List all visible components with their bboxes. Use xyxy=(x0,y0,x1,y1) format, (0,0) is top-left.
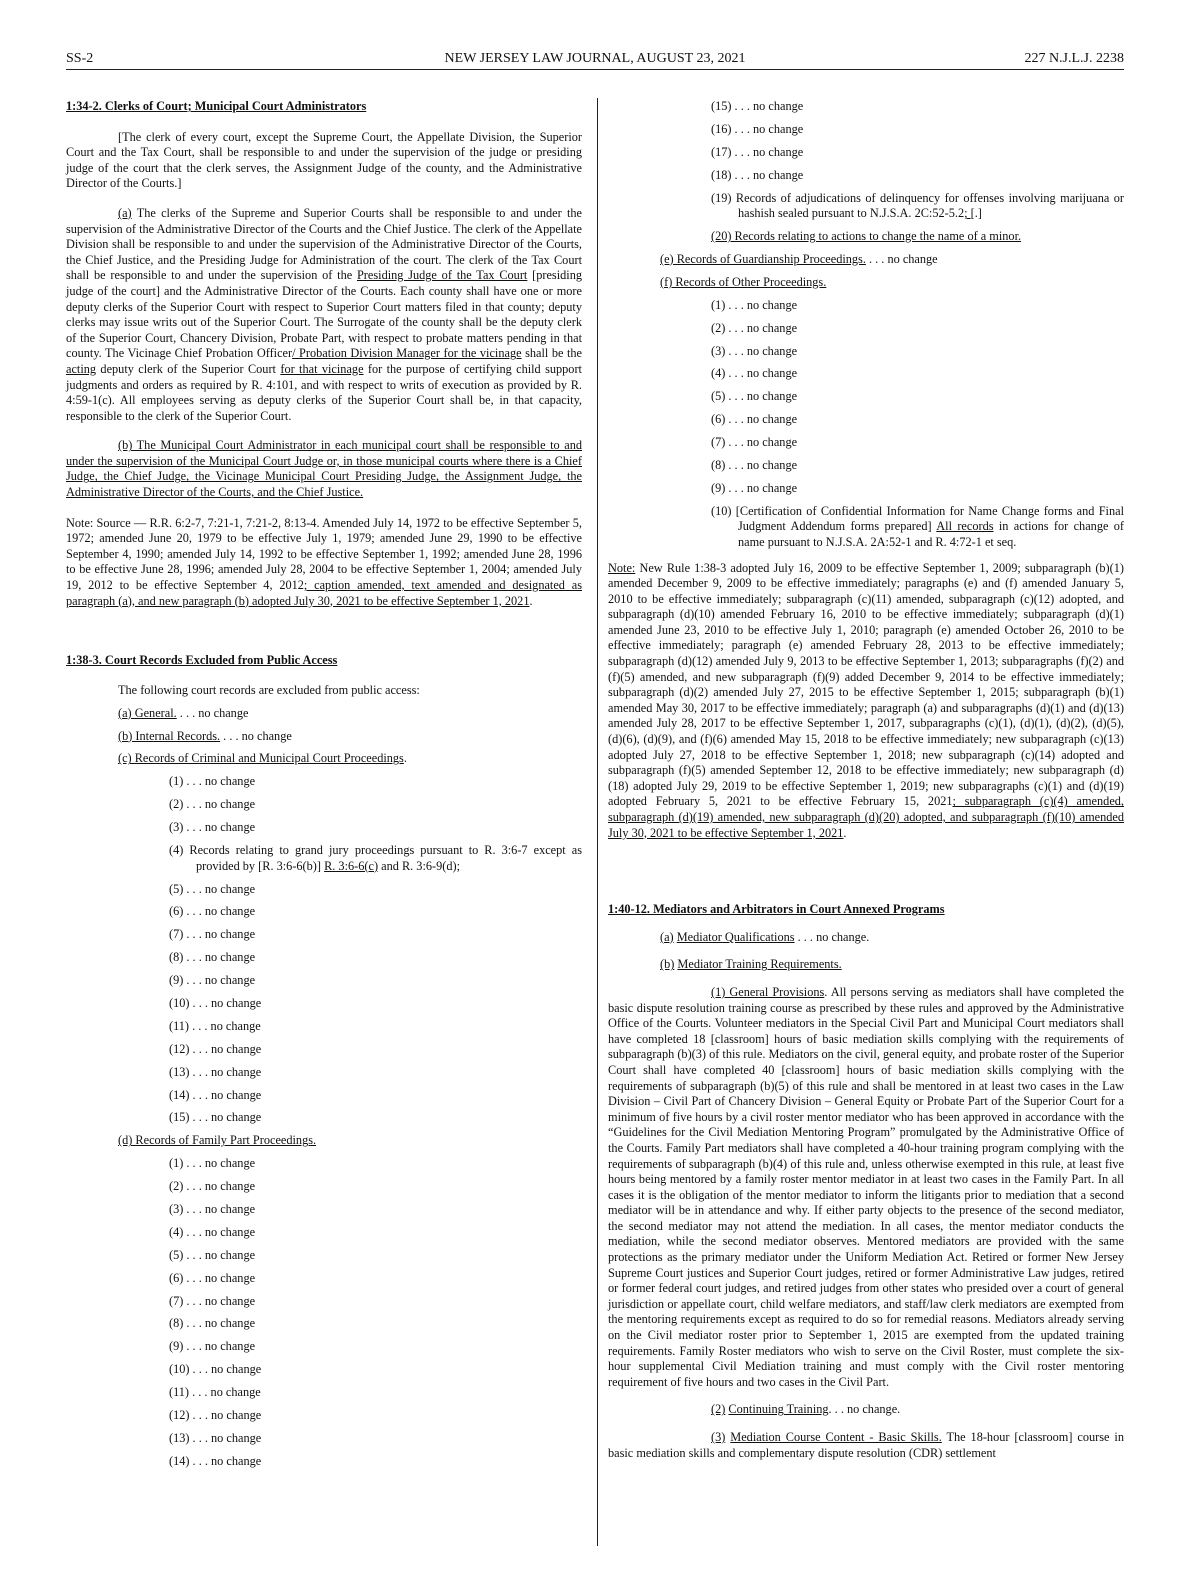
list-item: (1) . . . no change xyxy=(169,774,256,789)
paragraph-b-mediator-training: (b) Mediator Training Requirements. xyxy=(660,957,842,972)
paragraph-c-list xyxy=(66,882,582,1134)
list-item: (5) . . . no change xyxy=(169,1247,256,1262)
journal-title: NEW JERSEY LAW JOURNAL, AUGUST 23, 2021 xyxy=(444,51,746,66)
list-item: (6) . . . no change xyxy=(711,412,798,427)
list-item: (1) . . . no change xyxy=(711,297,798,312)
rule-1-34-2-heading: 1:34-2. Clerks of Court; Municipal Court Administrators xyxy=(66,99,367,113)
list-item: (8) . . . no change xyxy=(711,457,798,472)
list-item: (13) . . . no change xyxy=(169,1064,262,1079)
list-item: (20) Records relating to actions to change the name of a minor. xyxy=(711,229,1022,244)
list-item: (7) . . . no change xyxy=(169,927,256,942)
running-header xyxy=(66,51,1124,70)
list-item: (2) . . . no change xyxy=(711,320,798,335)
list-item: (8) . . . no change xyxy=(169,1316,256,1331)
list-item: (4) . . . no change xyxy=(711,366,798,381)
list-item: (9) . . . no change xyxy=(169,1339,256,1354)
list-item: (2) . . . no change xyxy=(169,797,256,812)
list-item: (2) . . . no change xyxy=(169,1179,256,1194)
right-column xyxy=(608,99,1124,1461)
list-item: (5) . . . no change xyxy=(711,389,798,404)
list-item: (3) . . . no change xyxy=(711,343,798,358)
paragraph-a-mediator-qualifications: (a) Mediator Qualifications . . . no change. xyxy=(660,929,870,944)
rule-1-38-3-source-note: Note: New Rule 1:38-3 adopted July 16, 2009 to be effective September 1, 2009; subparagraph (b)(1) amended December 9, 2009 to be effective immediately; paragraphs (e) and (f) amended January 5, 2010 to be effective immediately; subparagraph (c)(11) amended, subparagraph (c)(12) adopted, and subparagraph (d)(10) amended February 16, 2010 to be effective immediately; subparagraph (d)(1) amended June 23, 2010 to be effective July 1, 2010; paragraph (e) amended October 26, 2010 to be effective immediately; paragraph (e) amended February 28, 2013 to be effective immediately; subparagraph (d)(12) amended July 9, 2013 to be effective September 1, 2013; subparagraphs (f)(2) and (f)(5) amended, and new subparagraph (f)(9) added December 9, 2014 to be effective immediately; subparagraph (d)(2) amended July 27, 2015 to be effective September 1, 2015; subparagraph (b)(1) amended May 30, 2017 to be effective immediately; paragraph (a) and subparagraphs (d)(1) and (d)(13) amended July 28, 2017 to be effective September 1, 2017, subparagraphs (c)(1), (d)(1), (d)(2), (d)(5), (d)(6), (d)(9), and (f)(6) amended May 15, 2018 to be effective immediately; new subparagraph (c)(13) adopted July 27, 2018 to be effective September 1, 2018; new subparagraph (c)(14) adopted and subparagraph (f)(5) amended September 12, 2018 to be effective immediately; new subparagraph (d)(18) adopted July 29, 2019 to be effective September 1, 2019; new subparagraphs (c)(1) and (d)(19) adopted February 5, 2021 to be effective February 15, 2021; subparagraph (c)(4) amended, subparagraph (d)(19) amended, new subparagraph (d)(20) adopted, and subparagraph (f)(10) amended July 30, 2021 to be effective September 1, 2021. xyxy=(608,560,1124,840)
subparagraph-b2-continuing-training: (2) Continuing Training. . . no change. xyxy=(711,1402,901,1417)
list-item: (14) . . . no change xyxy=(169,1087,262,1102)
list-item: (12) . . . no change xyxy=(169,1408,262,1423)
list-item: (7) . . . no change xyxy=(169,1293,256,1308)
paragraph-c-criminal: (c) Records of Criminal and Municipal Court Proceedings. xyxy=(118,751,407,766)
list-item: (10) . . . no change xyxy=(169,995,262,1010)
list-item: (8) . . . no change xyxy=(169,950,256,965)
rule-1-34-2-paragraph-b: (b) The Municipal Court Administrator in each municipal court shall be responsible to and under the supervision of the Municipal Court Judge or, in those municipal courts where there is a Chief Judge, the Chief Judge, the Vicinage Municipal Court Presiding Judge, the Assignment Judge, the Administrative Director of the Courts, and the Chief Justice. xyxy=(66,438,582,500)
subparagraph-b3-course-content: (3) Mediation Course Content - Basic Skills. The 18-hour [classroom] course in basic mediation skills and complementary dispute resolution (CDR) settlement xyxy=(608,1430,1124,1460)
list-item: (19) Records of adjudications of delinquency for offenses involving marijuana or hashish sealed pursuant to N.J.S.A. 2C:52-5.2; [.] xyxy=(711,190,1124,221)
list-item: (18) . . . no change xyxy=(711,167,804,182)
list-item: (3) . . . no change xyxy=(169,1202,256,1216)
paragraph-f-other: (f) Records of Other Proceedings. xyxy=(660,274,827,289)
paragraph-f-list xyxy=(608,298,1124,504)
subparagraph-b1-general-provisions: (1) General Provisions. All persons serving as mediators shall have completed the basic dispute resolution training course as prescribed by these rules and approved by the Administrative Office of the Courts. Volunteer mediators in the Special Civil Part and Municipal Court mediators shall have completed 18 [classroom] hours of basic mediation skills complying with the requirements of subparagraph (b)(3) of this rule. Mediators on the civil, general equity, and probate roster of the Superior Court shall have completed 40 [classroom] hours of basic mediation skills complying with the requirements of subparagraph (b)(5) of this rule and shall be mentored in at least two cases in the Law Division – Civil Part of Chancery Division – General Equity or Probate Part of the Superior Court for a minimum of five hours by a civil roster mentor mediator who has been approved in accordance with the “Guidelines for the Civil Mediation Mentoring Program” promulgated by the Administrative Office of the Courts. Family Part mediators shall have completed a 40-hour training program complying with the requirements of subparagraph (b)(4) of this rule and, unless otherwise exempted in this rule, at least five hours being mentored by a family roster mentor mediator in at least two cases in the Family Part. In all cases it is the obligation of the mentor mediator to inform the litigants prior to mediation that a second mediator will be in attendance and why. If either party objects to the presence of the second mediator, the second mediator may not attend the mediation. In all cases, the mentor mediator conducts the mediation, while the second mediator observes. Mentored mediators are provided with the same protections as the primary mediator under the Uniform Mediation Act. Retired or former New Jersey Supreme Court justices and Superior Court judges, retired or former Administrative Law judges, retired or former federal court judges, and retired judges from other states who presided over a court of general jurisdiction or appellate court, child welfare mediators, and staff/law clerk mediators are exempted from the mentoring requirements except as required to do so for remedial reasons. Mediators already serving on the Civil mediator roster prior to September 1, 2015 are exempted from the updated training requirements. Family Roster mediators who wish to serve on the Civil Roster, must complete the six-hour supplemental Civil Mediation training and must comply with the Civil roster mentoring requirement of five hours and two cases in the Civil Part. xyxy=(608,984,1124,1389)
paragraph-d-list xyxy=(66,1156,582,1476)
list-item: (14) . . . no change xyxy=(169,1453,262,1468)
paragraph-e-guardianship: (e) Records of Guardianship Proceedings. . . . no change xyxy=(660,251,938,266)
paragraph-d-family: (d) Records of Family Part Proceedings. xyxy=(118,1133,317,1148)
list-item: (3) . . . no change xyxy=(169,820,256,835)
rule-1-34-2-paragraph-a: (a) The clerks of the Supreme and Superior Courts shall be responsible to and under the supervision of the Administrative Director of the Courts and the Chief Justice. The clerk of the Appellate Division shall be responsible to and under the supervision of the Administrative Director of the Courts, the Chief Justice, and the Presiding Judge for Administration of the court. The clerk of the Tax Court shall be responsible to and under the supervision of the Presiding Judge of the Tax Court [presiding judge of the court] and the Administrative Director of the Courts. Each county shall have one or more deputy clerks of the Superior Court with respect to Superior Court matters filed in that county; deputy clerks may issue writs out of the Superior Court. The Surrogate of the county shall be the deputy clerk of the Superior Court, Chancery Division, Probate Part, with respect to probate matters pending in that county. The Vicinage Chief Probation Officer/ Probation Division Manager for the vicinage shall be the acting deputy clerk of the Superior Court for that vicinage for the purpose of certifying child support judgments and orders as required by R. 4:101, and with respect to writs of execution as provided by R. 4:59-1(c). All employees serving as deputy clerks of the Superior Court shall be, in that capacity, responsible to the clerk of the Superior Court. xyxy=(66,205,582,423)
list-item: (1) . . . no change xyxy=(169,1156,256,1171)
list-item: (6) . . . no change xyxy=(169,1270,256,1285)
list-item: (12) . . . no change xyxy=(169,1041,262,1056)
rule-1-34-2-source-note: Note: Source — R.R. 6:2-7, 7:21-1, 7:21-2, 8:13-4. Amended July 14, 1972 to be effective September 5, 1972; amended June 20, 1979 to be effective July 1, 1979; amended June 29, 1990 to be effective September 4, 1990; amended July 14, 1992 to be effective September 1, 1992; amended June 28, 1996 to be effective June 28, 1996; amended July 28, 2004 to be effective September 1, 2004; amended July 19, 2012 to be effective September 4, 2012; caption amended, text amended and designated as paragraph (a), and new paragraph (b) adopted July 30, 2021 to be effective September 1, 2021. xyxy=(66,515,582,608)
list-item: (10) [Certification of Confidential Information for Name Change forms and Final Judgment Addendum forms prepared] All records in actions for change of name pursuant to N.J.S.A. 2A:52-1 and R. 4:72-1 et seq. xyxy=(711,503,1125,549)
list-item: (11) . . . no change xyxy=(169,1385,261,1400)
column-divider xyxy=(597,98,598,1546)
paragraph-a-general: (a) General. . . . no change xyxy=(118,705,249,720)
rule-1-40-12-heading: 1:40-12. Mediators and Arbitrators in Court Annexed Programs xyxy=(608,902,945,917)
page-number: SS-2 xyxy=(66,51,94,66)
list-item: (16) . . . no change xyxy=(711,121,804,136)
paragraph-d-list-continued xyxy=(608,99,1124,191)
list-item: (10) . . . no change xyxy=(169,1362,262,1377)
list-item: (17) . . . no change xyxy=(711,144,804,159)
list-item: (9) . . . no change xyxy=(711,480,798,495)
list-item: (15) . . . no change xyxy=(169,1110,262,1125)
list-item: (9) . . . no change xyxy=(169,973,256,988)
list-item: (11) . . . no change xyxy=(169,1018,261,1033)
citation: 227 N.J.L.J. 2238 xyxy=(1024,51,1124,66)
list-item: (7) . . . no change xyxy=(711,435,798,450)
paragraph-c-list xyxy=(66,774,582,843)
list-item: (6) . . . no change xyxy=(169,904,256,919)
list-item: (4) . . . no change xyxy=(169,1224,256,1239)
paragraph-b-internal: (b) Internal Records. . . . no change xyxy=(118,728,292,743)
list-item: (13) . . . no change xyxy=(169,1430,262,1445)
rule-1-34-2-deleted-paragraph: [The clerk of every court, except the Supreme Court, the Appellate Division, the Superior Court and the Tax Court, shall be responsible to and under the supervision of the judge or presiding judge of the court that the clerk serves, the Assignment Judge of the county, and the Administrative Director of the Courts.] xyxy=(66,129,582,191)
list-item: (5) . . . no change xyxy=(169,881,256,896)
list-item: (4) Records relating to grand jury proceedings pursuant to R. 3:6-7 except as provided by [R. 3:6-6(b)] R. 3:6-6(c) and R. 3:6-9(d); xyxy=(169,843,582,873)
rule-1-38-3-heading: 1:38-3. Court Records Excluded from Public Access xyxy=(66,653,338,668)
rule-1-38-3-intro: The following court records are excluded from public access: xyxy=(118,682,420,697)
list-item: (15) . . . no change xyxy=(711,99,804,113)
left-column xyxy=(66,99,582,1477)
